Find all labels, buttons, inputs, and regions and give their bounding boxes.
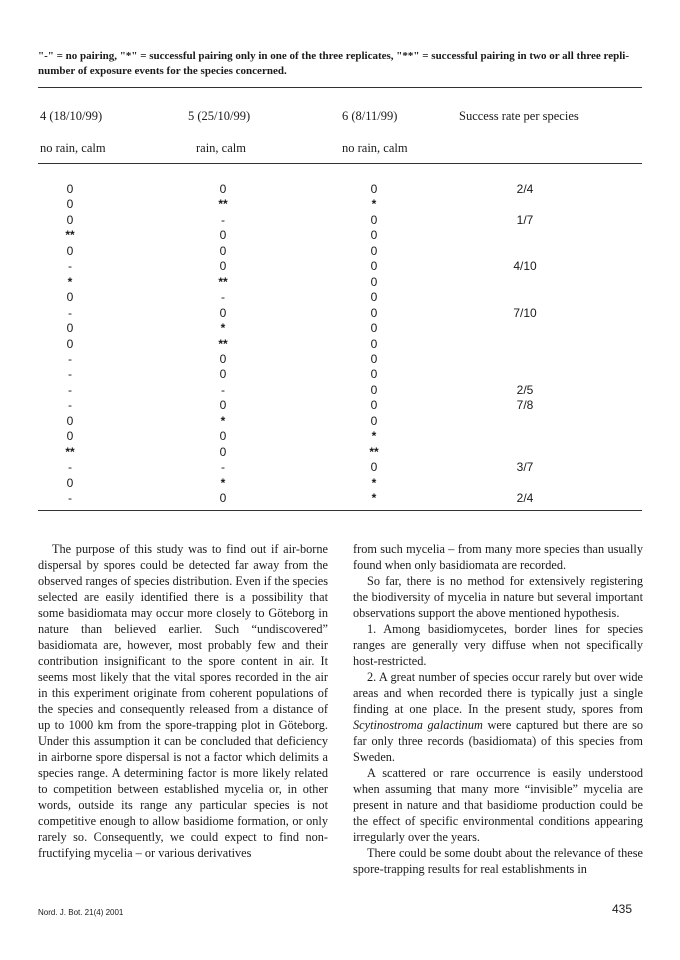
table-header-rule [38, 163, 642, 164]
table-cell: 0 [219, 351, 227, 366]
table-cell: 0 [66, 197, 74, 212]
table-footnote [38, 49, 642, 79]
table-cell: 0 [66, 336, 74, 351]
table-cell: ** [218, 336, 228, 351]
table-cell: 0 [219, 398, 227, 413]
table-cell: - [221, 290, 225, 305]
table-cell: 0 [66, 321, 74, 336]
success-rate-cell: 4/10 [513, 259, 537, 274]
table-cell: 0 [66, 212, 74, 227]
success-rate-cell: 7/10 [513, 305, 537, 320]
table-cell: - [68, 382, 72, 397]
paragraph: 1. Among basidiomycetes, border lines for species ranges are generally very diffuse when not specifically host-restricted. [353, 622, 643, 668]
table-cell: 0 [219, 491, 227, 505]
table-cell: - [68, 460, 72, 475]
condition-4: no rain, calm [40, 141, 106, 155]
table-cell: 0 [66, 429, 74, 444]
paragraph-text: were captured but there are so far only three records (basidiomata) of this species from Sweden. [353, 718, 644, 764]
success-rate-cell: 2/4 [516, 491, 534, 505]
success-rate-cell: 2/4 [516, 182, 534, 196]
table-cell: 0 [219, 367, 227, 382]
table-cell: 0 [370, 212, 378, 227]
table-cell: 0 [370, 259, 378, 274]
table-cell: - [68, 351, 72, 366]
table-cell: 0 [219, 305, 227, 320]
table-cell: ** [65, 228, 75, 243]
table-cell: 0 [219, 259, 227, 274]
table-cell: 0 [66, 290, 74, 305]
table-cell: 0 [370, 351, 378, 366]
success-rate-cell: 1/7 [516, 212, 534, 227]
footnote-line-1: "-" = no pairing, "*" = successful pairing only in one of the three replicates, "**" = successful pairing in two or all three repli- [38, 50, 629, 62]
table-top-rule [38, 87, 642, 88]
table-cell: - [68, 259, 72, 274]
table-cell: 0 [370, 336, 378, 351]
footnote-line-2: number of exposure events for the species concerned. [38, 65, 287, 77]
table-cell: 0 [370, 321, 378, 336]
table-cell: 0 [370, 398, 378, 413]
paragraph-text: 2. A great number of species occur rarely but over wide areas and when recorded there is typically just a single finding at one place. In the present study, spores from [353, 670, 643, 716]
table-cell: * [220, 475, 226, 490]
table-cell: ** [65, 444, 75, 459]
table-cell: 0 [66, 475, 74, 490]
table-cell: 0 [66, 413, 74, 428]
table-cell: 0 [219, 243, 227, 258]
table-cell: - [221, 382, 225, 397]
body-column-left [38, 541, 328, 861]
paragraph: from such mycelia – from many more species than usually found when only basidiomata are recorded. [353, 542, 643, 572]
table-cell: * [220, 321, 226, 336]
table-cell: * [67, 274, 73, 289]
table-cell: 0 [219, 429, 227, 444]
paragraph: So far, there is no method for extensively registering the biodiversity of mycelia in nature but several important observations support the above mentioned hypothesis. [353, 574, 643, 620]
success-rate-cell: 3/7 [516, 460, 534, 475]
table-cell: 0 [370, 228, 378, 243]
condition-6: no rain, calm [342, 141, 408, 155]
table-cell: - [221, 460, 225, 475]
success-rate-cell: 7/8 [516, 398, 534, 413]
table-cell: * [371, 491, 377, 505]
paragraph: The purpose of this study was to find out if air-borne dispersal by spores could be detected far away from the observed ranges of species distribution. Even if the species selected are easily identified there is a possibility that some basidiomata may occur more closely to Göteborg in nature than believed earlier. Such “undiscovered” basidiomata are, however, most probably few and their contribution insignificant to the spore content in air. It seems most likely that the vital spores recorded in the air in this experiment originate from coherent populations of the species and consequently released from a distance of up to 1000 km from the spore-trapping plot in Göteborg. Under this assumption it can be concluded that deficiency in airborne spore dispersal is not a factor which delimits a species range. A determining factor is more likely related to competition between established mycelia or, in other words, outside its range any particular species is not competitive enough to allow basidiome formation, or only rarely so. Consequently, we could expect to find non-fructifying mycelia – or various derivatives [38, 542, 328, 860]
table-cell: 0 [66, 182, 74, 196]
header-exposure-5: 5 (25/10/99) [188, 109, 251, 123]
paragraph: A scattered or rare occurrence is easily understood when assuming that many more “invisible” mycelia are present in nature and that basidiome production could be the effect of specific environmental conditions appearing irregularly over the years. [353, 766, 643, 844]
table-cell: ** [218, 274, 228, 289]
body-column-right [353, 541, 643, 877]
table-cell: 0 [370, 413, 378, 428]
table-cell: 0 [370, 182, 378, 196]
table-cell: 0 [66, 243, 74, 258]
success-rate-cell: 2/5 [516, 382, 534, 397]
table-cell: 0 [370, 305, 378, 320]
header-exposure-4: 4 (18/10/99) [40, 109, 103, 123]
table-cell: ** [218, 197, 228, 212]
table-cell: * [371, 429, 377, 444]
table-cell: - [68, 305, 72, 320]
paragraph [353, 669, 643, 765]
table-cell: 0 [370, 274, 378, 289]
table-cell: 0 [370, 243, 378, 258]
page-number: 435 [612, 902, 633, 916]
table-cell: - [68, 491, 72, 505]
table-cell: * [371, 197, 377, 212]
table-cell: 0 [370, 290, 378, 305]
table-cell: 0 [219, 228, 227, 243]
header-success-rate: Success rate per species [459, 109, 579, 123]
table-cell: 0 [219, 182, 227, 196]
table-bottom-rule [38, 510, 642, 511]
condition-5: rain, calm [196, 141, 246, 155]
table-cell: * [220, 413, 226, 428]
journal-citation: Nord. J. Bot. 21(4) 2001 [38, 908, 124, 917]
header-exposure-6: 6 (8/11/99) [342, 109, 398, 123]
table-cell: 0 [370, 460, 378, 475]
table-cell: - [68, 367, 72, 382]
table-cell: 0 [370, 382, 378, 397]
table-cell: 0 [370, 367, 378, 382]
species-name: Scytinostroma galactinum [353, 718, 483, 732]
table-cell: ** [369, 444, 379, 459]
table-cell: - [221, 212, 225, 227]
table-cell: - [68, 398, 72, 413]
paragraph: There could be some doubt about the relevance of these spore-trapping results for real establishments in [353, 846, 643, 876]
table-cell: 0 [219, 444, 227, 459]
table-cell: * [371, 475, 377, 490]
